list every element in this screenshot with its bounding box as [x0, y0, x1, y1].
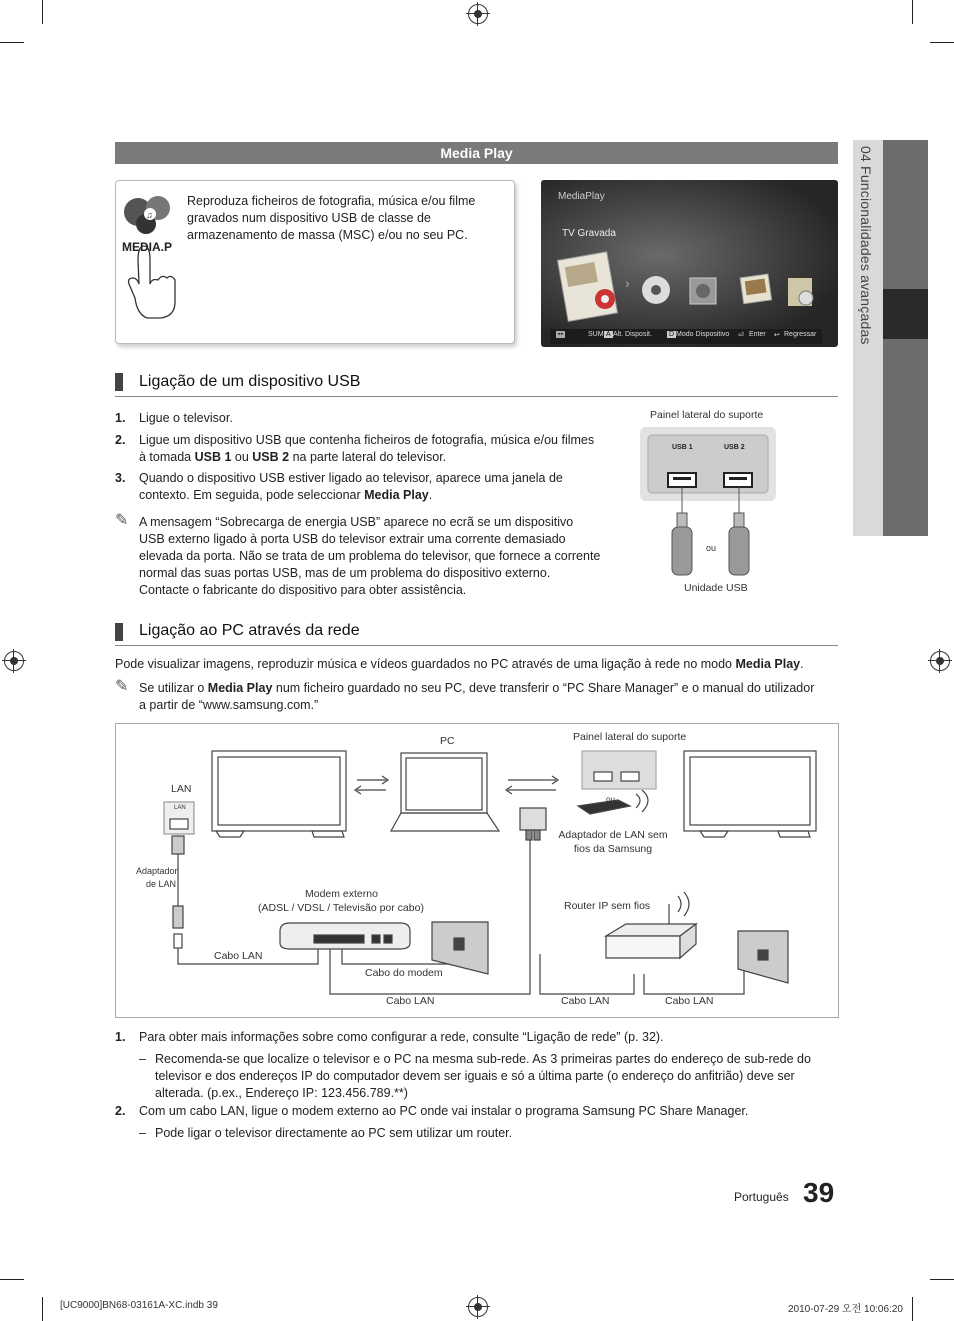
- crop-mark: [930, 1279, 954, 1280]
- diagram-or-label: ou: [606, 795, 615, 804]
- usb-device-label: Unidade USB: [684, 582, 748, 594]
- diagram-modem-label: Modem externo: [305, 888, 378, 900]
- screen-control-bar: ▪▪ SUM A Alt. Disposit. D Modo Dispositivo ⏎ Enter ↩ Regressar: [550, 329, 822, 344]
- crop-mark: [42, 1297, 43, 1321]
- note-pencil-icon: ✎: [115, 678, 129, 695]
- usb-note: A mensagem “Sobrecarga de energia USB” aparece no ecrã se um dispositivo USB externo ligado à porta USB do televisor extrair uma corrente demasiado elevada da porta. Não se trata de um problema do televisor, que fornece a corrente normal das suas portas USB, mas de um problema do dispositivo externo. Contacte o fabricante do dispositivo para obter assistência.: [139, 515, 601, 597]
- crop-mark: [930, 42, 954, 43]
- usb-step-1: Ligue o televisor.: [139, 411, 233, 425]
- dash-marker: –: [139, 1052, 146, 1066]
- crop-mark: [912, 0, 913, 24]
- usb-section-title: Ligação de um dispositivo USB: [139, 373, 361, 390]
- step-number: 2.: [115, 1104, 126, 1118]
- crop-mark: [42, 0, 43, 24]
- section-rule: [115, 645, 838, 646]
- screen-bar-sum: SUM: [588, 331, 604, 338]
- print-slug-left: [UC9000]BN68-03161A-XC.indb 39: [60, 1300, 218, 1311]
- step-number: 2.: [115, 433, 126, 447]
- network-diagram-drawing: [116, 724, 836, 1014]
- diagram-cable-lan-4: Cabo LAN: [665, 995, 714, 1007]
- print-slug-right: 2010-07-29 오전 10:06:20: [788, 1304, 903, 1315]
- registration-mark-icon: [930, 651, 950, 671]
- svg-text:›: ›: [625, 275, 630, 291]
- diagram-wireless-adapter-label: Adaptador de LAN sem fios da Samsung: [558, 829, 668, 855]
- diagram-panel-label: Painel lateral do suporte: [573, 731, 687, 743]
- diagram-cable-lan-2: Cabo LAN: [386, 995, 435, 1007]
- usb-panel-label: Painel lateral do suporte: [650, 409, 764, 421]
- crop-mark: [0, 1279, 24, 1280]
- step-number: 3.: [115, 471, 126, 485]
- registration-mark-icon: [468, 1297, 488, 1317]
- step-number: 1.: [115, 411, 126, 425]
- pc-intro: Pode visualizar imagens, reproduzir música e vídeos guardados no PC através de uma ligação à rede no modo Media Play.: [115, 657, 804, 671]
- media-category-icons: [550, 244, 830, 324]
- diagram-cable-lan-1: Cabo LAN: [214, 950, 263, 962]
- screen-bar-enter: Enter: [749, 331, 766, 338]
- screen-subtitle: TV Gravada: [562, 228, 616, 239]
- registration-mark-icon: [4, 651, 24, 671]
- media-description: Reproduza ficheiros de fotografia, música e/ou filme gravados num dispositivo USB de classe de armazenamento de massa (MSC) e/ou no seu PC.: [187, 194, 476, 242]
- usb-step-3: Quando o dispositivo USB estiver ligado ao televisor, aparece uma janela de contexto. Em seguida, pode seleccionar Media Play.: [139, 471, 563, 502]
- diagram-router-label: Router IP sem fios: [564, 900, 651, 912]
- usb-step-2: Ligue um dispositivo USB que contenha ficheiros de fotografia, música e/ou filmes à tomada USB 1 ou USB 2 na parte lateral do televisor.: [139, 433, 595, 464]
- crop-mark: [0, 42, 24, 43]
- diagram-lan-label: LAN: [171, 783, 192, 795]
- usb2-port-label: USB 2: [724, 444, 745, 451]
- screen-bar-back: Regressar: [784, 331, 817, 338]
- diagram-cable-modem: Cabo do modem: [365, 967, 443, 979]
- diagram-lan-adapter-label: Adaptador de LAN: [136, 866, 178, 889]
- diagram-cable-lan-3: Cabo LAN: [561, 995, 610, 1007]
- registration-mark-icon: [468, 4, 488, 24]
- pc-section-title: Ligação ao PC através da rede: [139, 622, 360, 639]
- section-banner: Media Play: [115, 142, 838, 164]
- svg-text:♫: ♫: [146, 210, 153, 220]
- diagram-pc-label: PC: [440, 735, 455, 747]
- pc-step-1: Para obter mais informações sobre como configurar a rede, consulte “Ligação de rede” (p. 32).: [139, 1030, 664, 1044]
- pc-step-2-sub: Pode ligar o televisor directamente ao PC sem utilizar um router.: [155, 1126, 513, 1140]
- usb-port-figure: [638, 425, 778, 580]
- footer-language: Português: [734, 1190, 789, 1204]
- pc-step-1-sub: Recomenda-se que localize o televisor e o PC na mesma sub-rede. As 3 primeiras partes do endereço de sub-rede do televisor e dos endereços IP do computador devem ser iguais e só a última parte (o endereço do anfitrião) deve ser alterada. (p.ex., Endereço IP: 123.456.789.**): [155, 1052, 811, 1100]
- usb1-port-label: USB 1: [672, 444, 693, 451]
- chapter-tab-marker: [883, 289, 928, 339]
- chapter-label: 04 Funcionalidades avançadas: [858, 146, 874, 345]
- dash-marker: –: [139, 1126, 146, 1140]
- screen-app-title: MediaPlay: [558, 191, 605, 202]
- note-pencil-icon: ✎: [115, 512, 129, 529]
- screen-bar-device-mode: Modo Dispositivo: [676, 331, 730, 338]
- page-number: 39: [803, 1177, 835, 1208]
- section-marker: [115, 373, 123, 391]
- diagram-lan-port-label: LAN: [174, 805, 186, 811]
- pc-note: Se utilizar o Media Play num ficheiro guardado no seu PC, deve transferir o “PC Share Manager” e o manual do utilizador a partir de “www.samsung.com.”: [139, 681, 815, 712]
- section-marker: [115, 623, 123, 641]
- diagram-modem-types-label: (ADSL / VDSL / Televisão por cabo): [258, 902, 424, 914]
- usb-or-label: ou: [706, 543, 717, 553]
- section-rule: [115, 396, 838, 397]
- crop-mark: [912, 1297, 913, 1321]
- step-number: 1.: [115, 1030, 126, 1044]
- screen-bar-alt: Alt. Disposit.: [613, 331, 652, 338]
- remote-hand-icon: [120, 190, 186, 330]
- pc-step-2: Com um cabo LAN, ligue o modem externo ao PC onde vai instalar o programa Samsung PC Share Manager.: [139, 1104, 749, 1118]
- media-p-button-label: MEDIA.P: [122, 240, 173, 254]
